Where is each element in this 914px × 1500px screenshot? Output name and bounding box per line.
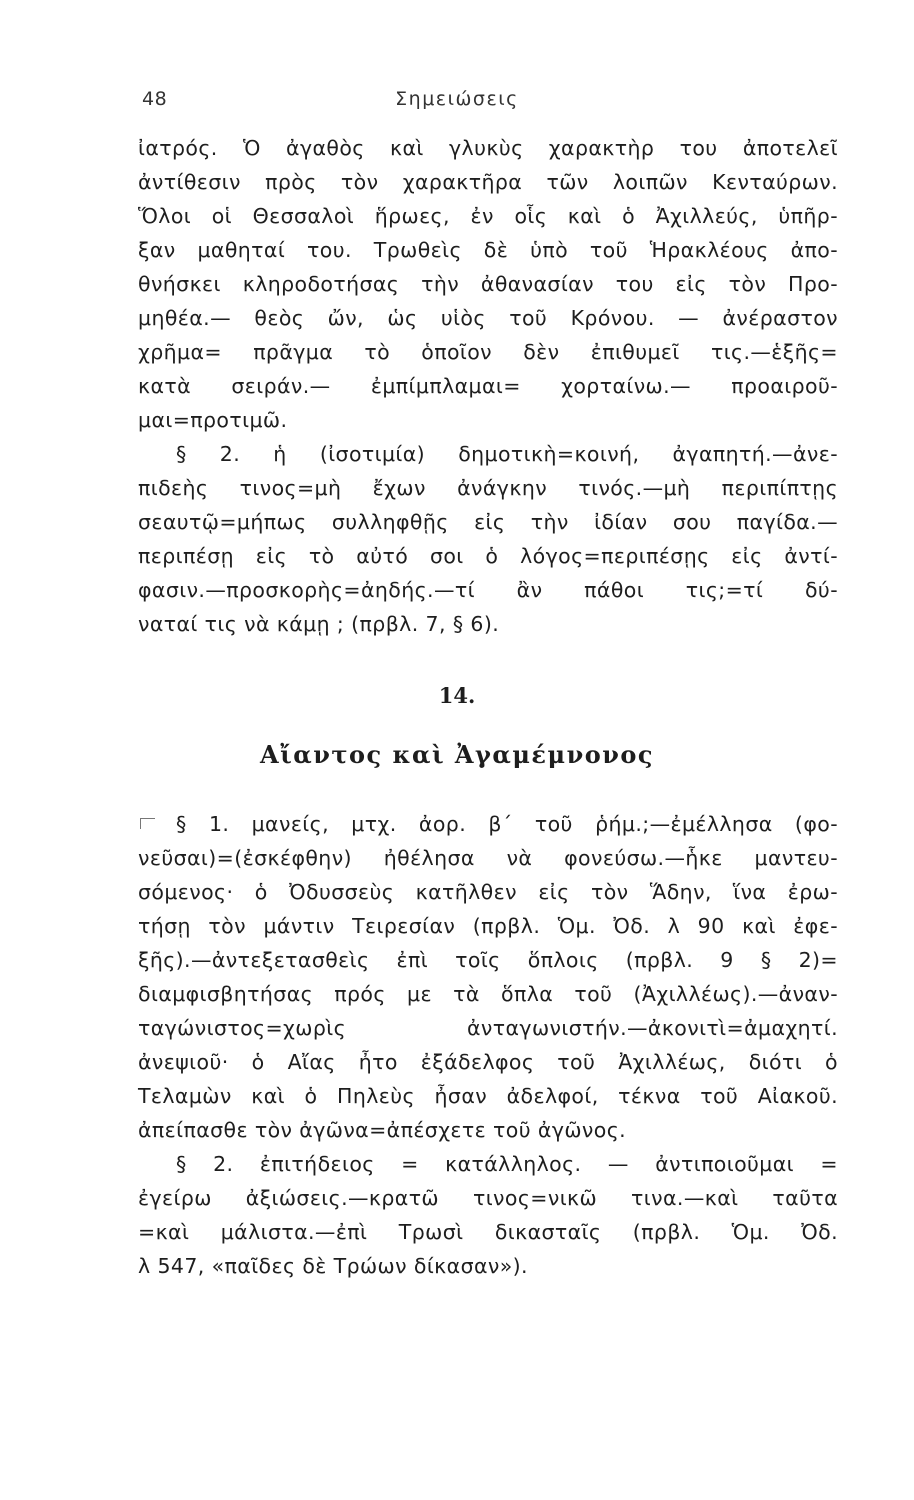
text-line: περιπέσῃ εἰς τὸ αὐτό σοι ὁ λόγος=περιπέσῃς εἰς ἀντί- (138, 544, 838, 568)
chapter-title: Αἴαντος καὶ Ἀγαμέμνονος (260, 740, 654, 769)
text-line: Ὅλοι οἱ Θεσσαλοὶ ἥρωες, ἐν οἷς καὶ ὁ Ἀχιλλεύς, ὑπῆρ- (138, 204, 838, 228)
text-line: νεῦσαι)=(ἐσκέφθην) ἠθέλησα νὰ φονεύσω.—ἧκε μαντευ- (138, 846, 838, 870)
text-line: =καὶ μάλιστα.—ἐπὶ Τρωσὶ δικασταῖς (πρβλ. Ὁμ. Ὀδ. (138, 1220, 838, 1244)
text-line: ἐγείρω ἀξιώσεις.—κρατῶ τινος=νικῶ τινα.—καὶ ταῦτα (138, 1186, 838, 1210)
notes-block-14 (138, 807, 838, 1283)
text-line: Τελαμὼν καὶ ὁ Πηλεὺς ἦσαν ἀδελφοί, τέκνα τοῦ Αἰακοῦ. (138, 1084, 838, 1108)
text-line: χρῆμα= πρᾶγμα τὸ ὁποῖον δὲν ἐπιθυμεῖ τις.—ἑξῆς= (138, 340, 838, 364)
page-number: 48 (142, 88, 168, 110)
text-line: ἀπείπασθε τὸν ἀγῶνα=ἀπέσχετε τοῦ ἀγῶνος. (138, 1118, 627, 1142)
text-line: ξαν μαθηταί του. Τρωθεὶς δὲ ὑπὸ τοῦ Ἡρακλέους ἀπο- (138, 238, 838, 262)
text-line: λ 547, «παῖδες δὲ Τρώων δίκασαν»). (138, 1254, 528, 1278)
text-line: § 2. ἐπιτήδειος = κατάλληλος. — ἀντιποιοῦμαι = (176, 1152, 838, 1176)
text-line: ταγώνιστος=χωρὶς ἀνταγωνιστήν.—ἀκονιτὶ=ἀμαχητί. (138, 1016, 838, 1040)
text-line: μηθέα.— θεὸς ὤν, ὡς υἱὸς τοῦ Κρόνου. — ἀνέραστον (138, 306, 838, 330)
text-line: ἀνεψιοῦ· ὁ Αἴας ἦτο ἐξάδελφος τοῦ Ἀχιλλέως, διότι ὁ (138, 1050, 838, 1074)
text-line: ξῆς).—ἀντεξετασθεὶς ἐπὶ τοῖς ὅπλοις (πρβλ. 9 § 2)= (138, 948, 838, 972)
text-line: ναταί τις νὰ κάμῃ ; (πρβλ. 7, § 6). (138, 612, 500, 636)
text-line: σεαυτῷ=μήπως συλληφθῇς εἰς τὴν ἰδίαν σου παγίδα.— (138, 510, 838, 534)
text-line: § 2. ἡ (ἰσοτιμία) δημοτικὴ=κοινή, ἀγαπητή.—ἀνε- (176, 442, 838, 466)
text-line: κατὰ σειράν.— ἐμπίμπλαμαι= χορταίνω.— προαιροῦ- (138, 374, 838, 398)
text-line: θνήσκει κληροδοτήσας τὴν ἀθανασίαν του εἰς τὸν Προ- (138, 272, 838, 296)
text-line: § 1. μανείς, μτχ. ἀορ. β΄ τοῦ ῥήμ.;—ἐμέλλησα (φο- (176, 812, 838, 836)
running-head: Σημειώσεις (395, 88, 519, 110)
text-line: πιδεὴς τινος=μὴ ἔχων ἀνάγκην τινός.—μὴ περιπίπτῃς (138, 476, 838, 500)
text-line: ἀντίθεσιν πρὸς τὸν χαρακτῆρα τῶν λοιπῶν Κενταύρων. (138, 170, 838, 194)
text-line: σόμενος· ὁ Ὀδυσσεὺς κατῆλθεν εἰς τὸν Ἅδην, ἵνα ἐρω- (138, 880, 838, 904)
text-line: φασιν.—προσκορὴς=ἀηδής.—τί ἂν πάθοι τις;=τί δύ- (138, 578, 838, 602)
text-line: ἰατρός. Ὁ ἀγαθὸς καὶ γλυκὺς χαρακτὴρ του ἀποτελεῖ (138, 136, 838, 160)
notes-block-13 (138, 131, 838, 641)
text-line: μαι=προτιμῶ. (138, 408, 288, 432)
text-line: τήσῃ τὸν μάντιν Τειρεσίαν (πρβλ. Ὁμ. Ὀδ. λ 90 καὶ ἐφε- (138, 914, 838, 938)
text-line: διαμφισβητήσας πρός με τὰ ὅπλα τοῦ (Ἀχιλλέως).—ἀναν- (138, 982, 838, 1006)
chapter-number: 14. (438, 683, 476, 708)
